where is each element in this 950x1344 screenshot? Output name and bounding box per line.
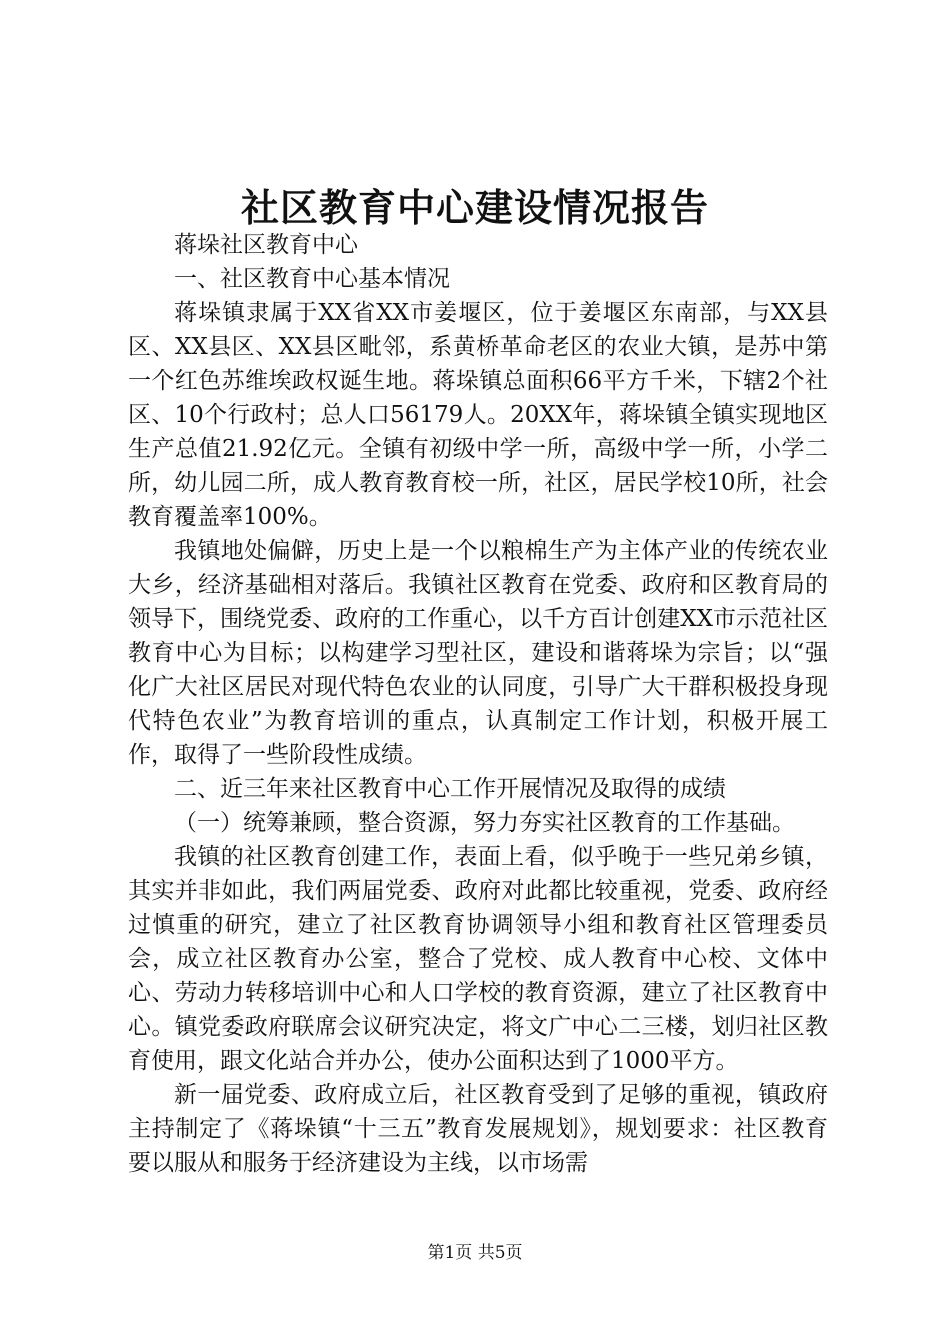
heading-subsection-1: （一）统筹兼顾，整合资源，努力夯实社区教育的工作基础。 (174, 810, 795, 836)
paragraph-plan: 新一届党委、政府成立后，社区教育受到了足够的重视，镇政府主持制定了《蒋垛镇“十三五”教育发展规划》，规划要求：社区教育要以服从和服务于经济建设为主线，以市场需 (128, 1082, 828, 1176)
heading-section-2: 二、近三年来社区教育中心工作开展情况及取得的成绩 (174, 776, 726, 802)
document-body (128, 228, 828, 1180)
paragraph-background: 我镇地处偏僻，历史上是一个以粮棉生产为主体产业的传统农业大乡，经济基础相对落后。我镇社区教育在党委、政府和区教育局的领导下，围绕党委、政府的工作重心，以千方百计创建XX市示范社区教育中心为目标；以构建学习型社区，建设和谐蒋垛为宗旨；以“强化广大社区居民对现代特色农业的认同度，引导广大干群积极投身现代特色农业”为教育培训的重点，认真制定工作计划，积极开展工作，取得了一些阶段性成绩。 (128, 538, 828, 768)
page-footer: 第1页 共5页 (427, 1243, 523, 1263)
paragraph-author: 蒋垛社区教育中心 (174, 232, 358, 258)
document-title: 社区教育中心建设情况报告 (240, 185, 709, 230)
paragraph-town-overview: 蒋垛镇隶属于XX省XX市姜堰区，位于姜堰区东南部，与XX县区、XX县区、XX县区毗邻，系黄桥革命老区的农业大镇，是苏中第一个红色苏维埃政权诞生地。蒋垛镇总面积66平方千米，下辖2个社区、10个行政村；总人口56179人。20XX年，蒋垛镇全镇实现地区生产总值21.92亿元。全镇有初级中学一所，高级中学一所，小学二所，幼儿园二所，成人教育教育校一所，社区，居民学校10所，社会教育覆盖率100%。 (128, 300, 828, 530)
heading-section-1: 一、社区教育中心基本情况 (174, 266, 450, 292)
paragraph-resources: 我镇的社区教育创建工作，表面上看，似乎晚于一些兄弟乡镇，其实并非如此，我们两届党委、政府对此都比较重视，党委、政府经过慎重的研究，建立了社区教育协调领导小组和教育社区管理委员会，成立社区教育办公室，整合了党校、成人教育中心校、文体中心、劳动力转移培训中心和人口学校的教育资源，建立了社区教育中心。镇党委政府联席会议研究决定，将文广中心二三楼，划归社区教育使用，跟文化站合并办公，使办公面积达到了1000平方。 (128, 844, 828, 1074)
